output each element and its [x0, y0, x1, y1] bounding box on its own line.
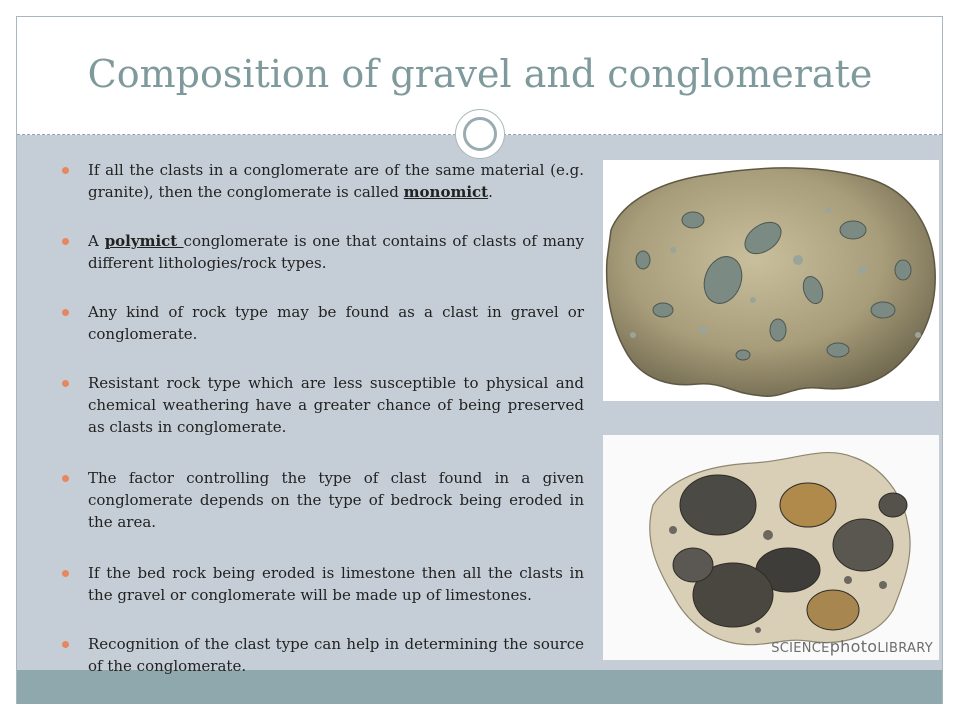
bullet-text: A — [88, 232, 105, 250]
rock-illustration-1 — [603, 160, 939, 401]
bullet-controlling-factor — [60, 467, 584, 562]
bullet-recognition — [60, 633, 584, 683]
bullet-monomict — [60, 159, 584, 230]
bullet-text: Resistant rock type which are less susceptible to physical and chemical weathering have a greater chance of being preserved as clasts in conglomerate. — [88, 374, 584, 436]
bullet-text-end: . — [488, 183, 493, 201]
slide-title: Composition of gravel and conglomerate — [87, 52, 873, 96]
credit-library: LIBRARY — [877, 641, 933, 656]
bullet-any-rock-type — [60, 301, 584, 372]
credit-photo: photo — [829, 637, 878, 656]
bullet-text: The factor controlling the type of clast found in a given conglomerate depends on the type of bedrock being eroded in the area. — [88, 469, 584, 531]
bullet-dot-icon — [62, 167, 69, 174]
rock-illustration-2 — [603, 435, 939, 660]
bullet-text: Recognition of the clast type can help in determining the source of the conglomerate. — [88, 635, 584, 675]
bullet-text: Any kind of rock type may be found as a clast in gravel or conglomerate. — [88, 303, 584, 343]
credit-science: SCIENCE — [771, 641, 830, 656]
term-polymict: polymict — [104, 232, 184, 250]
bullet-dot-icon — [62, 380, 69, 387]
decorative-ring-icon — [463, 117, 497, 151]
bullet-text: If all the clasts in a conglomerate are of the same material (e.g. granite), then the conglomerate is called — [88, 161, 584, 201]
bullet-polymict — [60, 230, 584, 301]
bullet-text-end: conglomerate is one that contains of clasts of many different lithologies/rock types. — [88, 232, 584, 272]
polymict-conglomerate-photo — [603, 160, 939, 401]
photo-credit — [771, 637, 933, 656]
bullet-resistant-rock — [60, 372, 584, 467]
term-monomict: monomict — [403, 183, 489, 201]
bullet-limestone — [60, 562, 584, 633]
bullet-dot-icon — [62, 475, 69, 482]
bullet-dot-icon — [62, 309, 69, 316]
bullet-dot-icon — [62, 238, 69, 245]
bullet-list — [60, 159, 584, 683]
decorative-circle-icon — [455, 109, 505, 159]
bullet-text: If the bed rock being eroded is limestone then all the clasts in the gravel or conglomerate will be made up of limestones. — [88, 564, 584, 604]
bullet-dot-icon — [62, 641, 69, 648]
bullet-dot-icon — [62, 570, 69, 577]
conglomerate-photo — [603, 435, 939, 660]
